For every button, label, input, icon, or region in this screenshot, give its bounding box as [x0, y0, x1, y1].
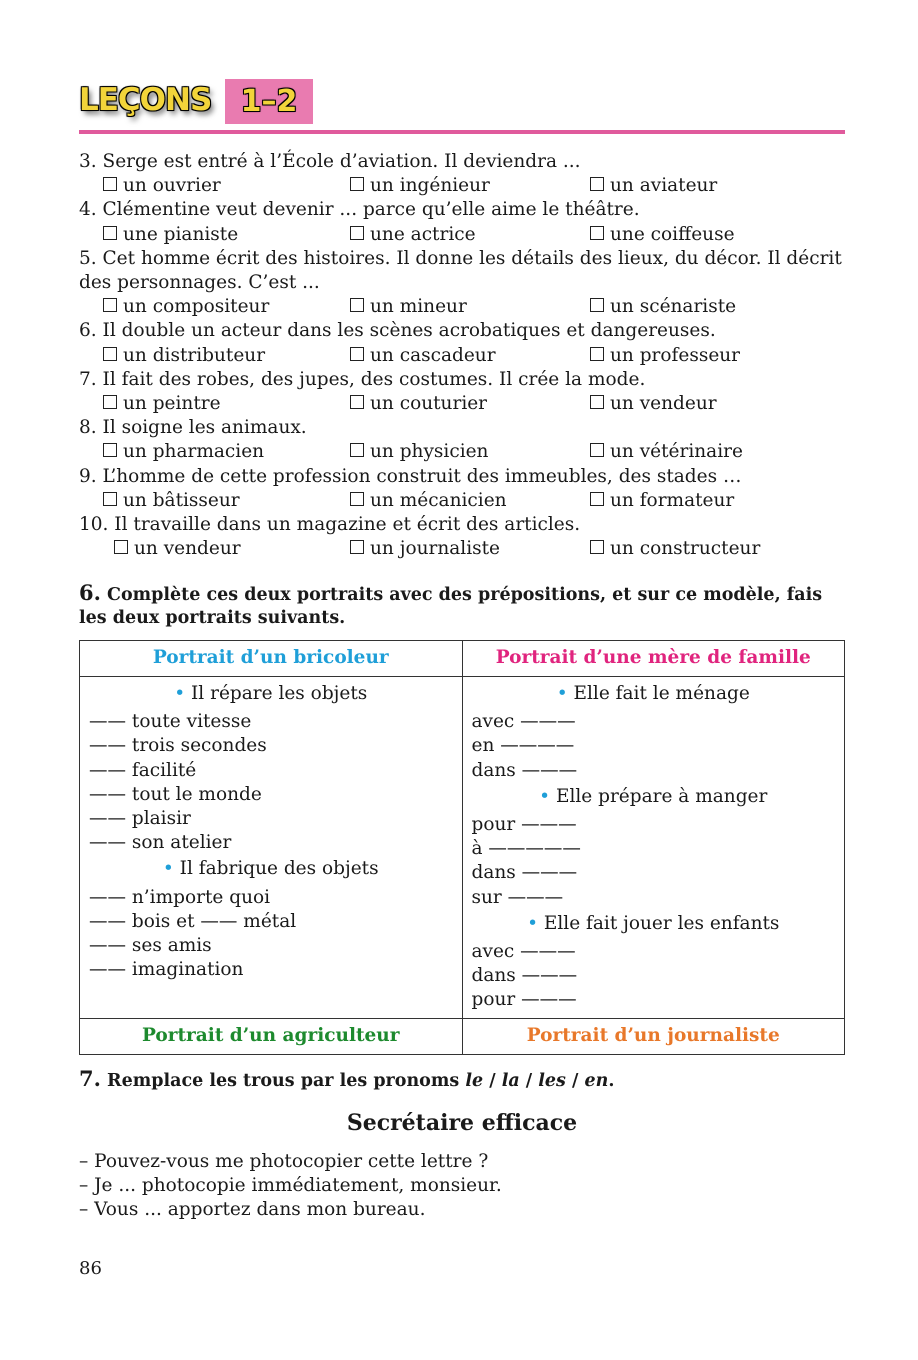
question-text: 6. Il double un acteur dans les scènes acrobatiques et dangereuses.	[79, 320, 716, 342]
checkbox[interactable]	[114, 540, 128, 554]
option-label: un scénariste	[610, 296, 737, 318]
answer-options	[79, 537, 845, 561]
fill-in-line: —— tout le monde	[89, 783, 262, 805]
bricoleur-cell	[80, 677, 463, 1019]
fill-in-line: dans ———	[471, 965, 578, 987]
heading-text: Il répare les objets	[191, 683, 368, 704]
fill-in-line: pour ———	[471, 989, 577, 1011]
answer-option[interactable]	[590, 295, 736, 319]
option-label: un ingénieur	[370, 175, 490, 197]
answer-option[interactable]	[114, 537, 241, 561]
checkbox[interactable]	[103, 226, 117, 240]
fill-in-line: —— imagination	[89, 959, 244, 981]
fill-in-line: dans ———	[471, 862, 578, 884]
checkbox[interactable]	[103, 443, 117, 457]
fill-in-line: en ————	[471, 735, 575, 757]
option-label: un formateur	[610, 489, 735, 511]
option-label: une pianiste	[123, 223, 239, 245]
answer-option[interactable]	[590, 344, 740, 368]
option-label: un mineur	[370, 296, 467, 318]
option-label: un distributeur	[123, 344, 266, 366]
option-label: un aviateur	[610, 175, 718, 197]
checkbox[interactable]	[103, 492, 117, 506]
answer-option[interactable]	[103, 392, 221, 416]
bullet-icon: •	[162, 858, 180, 880]
lesson-header	[79, 76, 845, 136]
checkbox[interactable]	[590, 298, 604, 312]
question-text: 5. Cet homme écrit des histoires. Il donne les détails des lieux, du décor. Il décrit des personnages. C’est ...	[79, 247, 842, 293]
fill-in-line: à —————	[471, 838, 581, 860]
question-text: 4. Clémentine veut devenir ... parce qu’elle aime le théâtre.	[79, 199, 640, 221]
answer-option[interactable]	[350, 223, 476, 247]
section-heading	[89, 682, 453, 706]
fill-in-line: —— trois secondes	[89, 735, 267, 757]
option-label: une actrice	[370, 223, 476, 245]
fill-in-line: —— n’importe quoi	[89, 886, 271, 908]
bullet-icon: •	[539, 785, 556, 807]
fill-in-line: avec ———	[471, 941, 576, 963]
answer-option[interactable]	[103, 344, 265, 368]
answer-option[interactable]	[350, 344, 496, 368]
lesson-number-badge: 1–2	[225, 79, 313, 124]
checkbox[interactable]	[103, 298, 117, 312]
answer-options	[79, 440, 845, 464]
option-label: un physicien	[370, 441, 489, 463]
answer-option[interactable]	[590, 392, 717, 416]
option-label: un bâtisseur	[123, 489, 240, 511]
answer-option[interactable]	[350, 489, 507, 513]
option-label: un professeur	[610, 344, 741, 366]
answer-option[interactable]	[103, 174, 221, 198]
heading-text: Elle fait le ménage	[573, 683, 750, 704]
pronoun-le: le	[465, 1071, 484, 1091]
bullet-icon: •	[174, 683, 191, 704]
dialog-line: – Vous ... apportez dans mon bureau.	[79, 1199, 426, 1221]
exercise-7-instruction: 7. Remplace les trous par les pronoms le / la / les / en.	[79, 1066, 615, 1091]
story-title: Secrétaire efficace	[346, 1110, 578, 1136]
header-bricoleur: Portrait d’un bricoleur	[80, 641, 463, 677]
checkbox[interactable]	[590, 443, 604, 457]
option-label: un mécanicien	[370, 489, 507, 511]
fill-in-line: —— facilité	[89, 759, 197, 781]
option-label: un vendeur	[610, 392, 717, 414]
answer-option[interactable]	[350, 295, 467, 319]
option-label: un peintre	[123, 392, 221, 414]
heading-text: Il fabrique des objets	[179, 858, 379, 880]
option-label: un ouvrier	[123, 175, 221, 197]
answer-options	[79, 344, 845, 368]
fill-in-line: —— ses amis	[89, 935, 212, 957]
answer-option[interactable]	[590, 223, 735, 247]
bullet-icon: •	[527, 912, 544, 934]
profession-quiz	[79, 150, 845, 561]
checkbox[interactable]	[350, 395, 364, 409]
checkbox[interactable]	[350, 226, 364, 240]
option-label: un pharmacien	[123, 441, 265, 463]
option-label: un vétérinaire	[610, 441, 743, 463]
answer-option[interactable]	[590, 489, 734, 513]
option-label: un vendeur	[134, 538, 241, 560]
fill-in-line: dans ———	[471, 759, 578, 781]
section-heading	[472, 785, 836, 809]
answer-option[interactable]	[103, 295, 269, 319]
fill-in-line: sur ———	[471, 886, 564, 908]
answer-options	[79, 174, 845, 198]
fill-in-line: —— toute vitesse	[89, 711, 252, 733]
answer-options	[79, 295, 845, 319]
exercise-instruction-text: Remplace les trous par les pronoms	[107, 1071, 466, 1091]
answer-option[interactable]	[590, 174, 717, 198]
answer-option[interactable]	[103, 223, 238, 247]
exercise-number: 7.	[79, 1066, 101, 1091]
bullet-icon: •	[556, 683, 574, 704]
pronoun-les: les	[538, 1071, 566, 1091]
fill-in-line: —— son atelier	[89, 832, 232, 854]
fill-in-line: —— plaisir	[89, 808, 191, 830]
checkbox[interactable]	[350, 298, 364, 312]
header-mere-de-famille: Portrait d’une mère de famille	[462, 641, 845, 677]
answer-option[interactable]	[590, 537, 760, 561]
answer-option[interactable]	[350, 174, 490, 198]
answer-option[interactable]	[350, 537, 500, 561]
checkbox[interactable]	[350, 443, 364, 457]
section-heading	[472, 912, 836, 936]
fill-in-line: pour ———	[471, 814, 577, 836]
heading-text: Elle fait jouer les enfants	[543, 912, 780, 934]
answer-option[interactable]	[350, 440, 488, 464]
question-text: 9. L’homme de cette profession construit des immeubles, des stades …	[79, 465, 742, 487]
fill-in-line: avec ———	[471, 711, 576, 733]
checkbox[interactable]	[350, 492, 364, 506]
checkbox[interactable]	[350, 177, 364, 191]
exercise-number: 6.	[79, 580, 101, 605]
pronoun-en: en	[584, 1071, 609, 1091]
checkbox[interactable]	[590, 395, 604, 409]
checkbox[interactable]	[590, 540, 604, 554]
checkbox[interactable]	[350, 540, 364, 554]
option-label: un compositeur	[123, 296, 270, 318]
question-text: 3. Serge est entré à l’École d’aviation. Il deviendra ...	[79, 151, 581, 172]
pronoun-la: la	[501, 1071, 520, 1091]
exercise-6-instruction	[79, 581, 845, 630]
lessons-title: LEÇONS	[79, 82, 212, 118]
dialog-line: – Pouvez-vous me photocopier cette lettre ?	[79, 1151, 489, 1172]
answer-option[interactable]	[103, 489, 240, 513]
header-journaliste: Portrait d’un journaliste	[462, 1018, 845, 1054]
answer-options	[79, 489, 845, 513]
option-label: un cascadeur	[370, 344, 496, 366]
heading-text: Elle prépare à manger	[555, 785, 768, 807]
header-divider	[79, 130, 845, 134]
exercise-instruction-text: Complète ces deux portraits avec des prépositions, et sur ce modèle, fais les deux portraits suivants.	[79, 585, 823, 628]
header-agriculteur: Portrait d’un agriculteur	[80, 1018, 463, 1054]
portraits-table	[79, 640, 845, 1055]
question-text: 8. Il soigne les animaux.	[79, 417, 307, 439]
question-text: 7. Il fait des robes, des jupes, des costumes. Il crée la mode.	[79, 368, 646, 390]
answer-options	[79, 223, 845, 247]
answer-option[interactable]	[590, 440, 743, 464]
checkbox[interactable]	[103, 177, 117, 191]
checkbox[interactable]	[590, 492, 604, 506]
checkbox[interactable]	[350, 347, 364, 361]
answer-options	[79, 392, 845, 416]
page-number: 86	[79, 1258, 102, 1279]
option-label: un constructeur	[610, 538, 761, 560]
answer-option[interactable]	[103, 440, 264, 464]
section-heading	[89, 857, 453, 881]
option-label: une coiffeuse	[610, 223, 735, 245]
option-label: un couturier	[370, 392, 488, 414]
checkbox[interactable]	[103, 347, 117, 361]
fill-in-line: —— bois et —— métal	[89, 910, 297, 932]
answer-option[interactable]	[350, 392, 487, 416]
checkbox[interactable]	[590, 347, 604, 361]
checkbox[interactable]	[590, 177, 604, 191]
mere-de-famille-cell	[462, 677, 845, 1019]
dialog	[79, 1150, 502, 1223]
checkbox[interactable]	[103, 395, 117, 409]
option-label: un journaliste	[370, 538, 500, 560]
question-text: 10. Il travaille dans un magazine et écrit des articles.	[79, 513, 581, 535]
dialog-line: – Je ... photocopie immédiatement, monsieur.	[79, 1175, 502, 1197]
section-heading	[472, 682, 836, 706]
checkbox[interactable]	[590, 226, 604, 240]
